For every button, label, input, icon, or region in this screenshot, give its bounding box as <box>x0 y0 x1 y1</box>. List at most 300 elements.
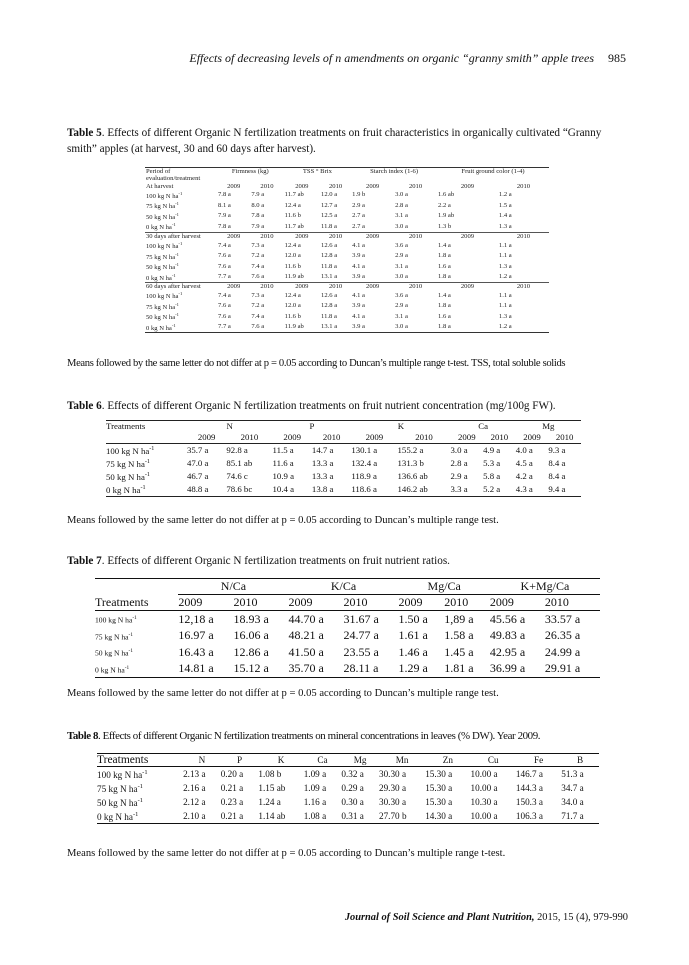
table-row <box>95 644 600 661</box>
table8-value-cell: 1.09 a <box>303 783 327 794</box>
table7-value-cell: 1.50 a <box>398 611 428 626</box>
table6-value-cell: 46.7 a <box>186 470 209 481</box>
table8-head-cell: Zn <box>425 754 470 767</box>
table8-head-cell: Fe <box>516 754 561 767</box>
table8-value-cell: 10.00 a <box>471 809 516 824</box>
table6-year-cell: 2009 <box>187 432 226 444</box>
table7-head-cell: N/Ca <box>178 579 288 595</box>
table-row <box>95 661 600 678</box>
table5-value-cell: 7.4 a <box>251 262 265 270</box>
table6-value-cell: 10.4 a <box>273 483 312 496</box>
table7-value-cell: 41.50 a <box>288 644 324 659</box>
table5-value-cell: 1.3 a <box>498 312 512 320</box>
table5-year-cell: 2010 <box>498 232 549 240</box>
table-row <box>145 311 549 321</box>
table5-value-cell: 7.6 a <box>218 302 231 310</box>
table5-value-cell: 3.0 a <box>395 191 408 199</box>
table8-value-cell: 0.32 a <box>341 769 364 780</box>
table5-treatment-cell: 0 kg N $ha^{-1}$ <box>146 272 176 282</box>
unit-exponent: -1 <box>178 190 183 196</box>
table-row <box>145 200 549 210</box>
table5-caption-text: . Effects of different Organic N fertilization treatments on fruit characteristics in organically cultivated “Granny smith” apples (at harvest, 30 and 60 days after harvest). <box>67 127 602 155</box>
page-number: 985 <box>608 51 626 65</box>
table7-treatment-cell: 75 kg N $ha^{-1}$ <box>95 631 133 642</box>
table7-treatments-label: Treatments <box>95 595 178 611</box>
table6-value-cell: 5.8 a <box>483 470 501 481</box>
table8-value-cell: 0.20 a <box>220 769 244 780</box>
table8-header-row <box>97 754 599 767</box>
table7-head-cell: K+Mg/Ca <box>490 579 600 595</box>
table7-treatment-cell: 100 kg N $ha^{-1}$ <box>95 615 137 625</box>
table5-block-header <box>145 183 549 190</box>
table-row <box>145 190 549 200</box>
table5-value-cell: 12.0 a <box>284 252 301 260</box>
table5-year-cell: 2009 <box>284 283 320 291</box>
table6-year-cell <box>106 432 187 444</box>
unit-exponent: -1 <box>175 251 179 257</box>
table5-value-cell: 7.3 a <box>251 291 265 299</box>
table8-note: Means followed by the same letter do not differ at p = 0.05 according to Duncan’s multiple range t-test. <box>67 848 506 859</box>
running-header <box>0 51 626 66</box>
table5-value-cell: 3.9 a <box>352 273 365 281</box>
unit-exponent: -1 <box>142 769 148 776</box>
unit-exponent: -1 <box>128 648 133 655</box>
unit-exponent: -1 <box>171 222 176 228</box>
table5-year-cell: 2009 <box>437 283 498 291</box>
table5-value-cell: 7.9 a <box>218 212 231 220</box>
table5-year-cell: 2009 <box>351 232 394 240</box>
table6-treatment-cell: 50 kg N $ha^{-1}$ <box>106 471 150 482</box>
table6-value-cell: 3.3 a <box>451 483 484 496</box>
table6-caption-text: . Effects of different Organic N fertilization treatments on fruit nutrient concentration (mg/100g FW). <box>101 400 556 412</box>
table8-head-cell: Ca <box>304 754 342 767</box>
table7-value-cell: 1,89 a <box>444 611 474 626</box>
table5-value-cell: 12.4 a <box>284 241 301 249</box>
table5-value-cell: 11.6 b <box>284 262 301 270</box>
table5-value-cell: 7.7 a <box>218 273 231 281</box>
table5-value-cell: 7.4 a <box>218 241 231 249</box>
table5-value-cell: 7.6 a <box>251 273 265 281</box>
table8-value-cell: 0.21 a <box>220 783 244 794</box>
table5-year-cell: 2009 <box>217 232 250 240</box>
table7-year-cell: 2010 <box>545 595 600 611</box>
table6-value-cell: 13.8 a <box>312 483 351 496</box>
table-row <box>145 251 549 261</box>
table6-value-cell: 118.6 a <box>351 483 397 496</box>
table5-year-cell: 2009 <box>284 232 320 240</box>
table5-value-cell: 3.1 a <box>395 312 408 320</box>
table6-value-cell: 2.9 a <box>450 470 468 481</box>
table5-value-cell: 7.9 a <box>251 191 265 199</box>
table5-head-cell: Fruit ground color (1-4) <box>437 168 549 183</box>
table8-value-cell: 1.09 a <box>303 769 327 780</box>
table5-head-cell: TSS ° Brix <box>284 168 351 183</box>
table5-value-cell: 7.6 a <box>250 322 283 333</box>
table7-treatment-cell: 50 kg N $ha^{-1}$ <box>95 648 133 658</box>
table5-value-cell: 1.1 a <box>498 252 512 260</box>
table8-value-cell: 106.3 a <box>516 809 561 824</box>
table5-value-cell: 1.4 a <box>438 291 451 299</box>
table6-value-cell: 146.2 ab <box>398 483 451 496</box>
table6-head-cell: P <box>273 421 352 433</box>
table-row <box>106 444 581 457</box>
table5-value-cell: 1.8 a <box>437 322 498 333</box>
table6-year-cell: 2009 <box>516 432 549 444</box>
table5-value-cell: 12.0 a <box>321 191 338 199</box>
table7-value-cell: 1.81 a <box>444 661 490 678</box>
table6-label: Table 6 <box>67 400 102 412</box>
table6-value-cell: 8.4 a <box>548 457 566 468</box>
unit-exponent: -1 <box>175 211 179 217</box>
table8-value-cell: 150.3 a <box>515 797 543 808</box>
table5-head-cell: Firmness (kg) <box>217 168 284 183</box>
table7-year-cell: 2010 <box>233 595 288 611</box>
table5-value-cell: 2.7 a <box>352 222 365 230</box>
table8-value-cell: 34.7 a <box>561 783 584 794</box>
table5-year-cell: 2010 <box>250 283 283 291</box>
table6-value-cell: 5.2 a <box>483 483 516 496</box>
table5-note: Means followed by the same letter do not differ at p = 0.05 according to Duncan’s multiple range t-test. TSS, total soluble solids <box>67 358 566 369</box>
table-row <box>145 272 549 283</box>
table8-value-cell: 15.30 a <box>425 769 453 780</box>
table8-value-cell: 1.14 ab <box>258 809 303 824</box>
unit-exponent: -1 <box>175 201 179 207</box>
table5-period-label: 30 days after harvest <box>145 232 217 240</box>
table5-value-cell: 12.7 a <box>321 201 338 209</box>
table7-year-cell: 2009 <box>399 595 445 611</box>
table5-treatment-cell: 100 kg N $ha^{-1}$ <box>146 291 183 301</box>
table5-treatment-cell: 75 kg N $ha^{-1}$ <box>146 251 179 261</box>
table7-value-cell: 33.57 a <box>544 611 581 626</box>
table5 <box>145 167 549 333</box>
table6-value-cell: 35.7 a <box>186 444 209 455</box>
table7-value-cell: 12,18 a <box>178 611 214 626</box>
table6-value-cell: 130.1 a <box>351 444 378 455</box>
table8-value-cell: 0.29 a <box>341 783 364 794</box>
table5-value-cell: 1.4 a <box>438 241 451 249</box>
table5-value-cell: 11.7 ab <box>284 222 304 230</box>
table8-value-cell: 1.16 a <box>303 797 327 808</box>
table7-year-cell: 2009 <box>490 595 545 611</box>
table8-head-cell: B <box>561 754 599 767</box>
table5-treatment-cell: 75 kg N $ha^{-1}$ <box>146 301 179 312</box>
table-row <box>95 628 600 645</box>
table8-value-cell: 0.30 a <box>341 797 364 808</box>
table5-value-cell: 7.6 a <box>218 312 231 320</box>
table7-value-cell: 15.12 a <box>233 661 288 678</box>
table5-year-cell: 2010 <box>250 232 283 240</box>
table6-value-cell: 13.3 a <box>311 470 334 481</box>
table6-value-cell: 4.9 a <box>483 444 501 455</box>
table5-value-cell: 1.2 a <box>498 273 512 281</box>
table7-caption <box>67 553 450 569</box>
table5-value-cell: 12.5 a <box>321 212 338 220</box>
table-row <box>145 261 549 271</box>
table5-value-cell: 12.0 a <box>284 302 301 310</box>
table5-value-cell: 12.4 a <box>284 201 301 209</box>
table5-value-cell: 11.8 a <box>321 262 337 270</box>
table5-value-cell: 1.6 ab <box>438 191 455 199</box>
table5-value-cell: 2.9 a <box>395 252 408 260</box>
unit-exponent: -1 <box>171 322 176 328</box>
table8-value-cell: 15.30 a <box>425 783 453 794</box>
table5-value-cell: 3.6 a <box>395 241 408 249</box>
table8-head-cell: Treatments <box>97 754 183 767</box>
table6-value-cell: 118.9 a <box>351 470 377 481</box>
table7-value-cell: 16.06 a <box>233 628 269 643</box>
table5-period-label: At harvest <box>146 182 174 190</box>
table8-head-cell: Mn <box>379 754 425 767</box>
table6-head-cell: K <box>351 421 450 433</box>
table5-value-cell: 7.7 a <box>217 322 250 333</box>
table5-value-cell: 2.2 a <box>438 201 451 209</box>
table5-treatment-cell: 0 kg N $ha^{-1}$ <box>146 222 176 232</box>
table5-year-cell: 2010 <box>394 232 437 240</box>
table5-year-cell: 2010 <box>516 182 531 190</box>
table-row <box>97 767 599 782</box>
table5-value-cell: 7.2 a <box>251 252 265 260</box>
table6-value-cell: 85.1 ab <box>226 457 253 468</box>
table7-value-cell: 24.99 a <box>544 644 581 659</box>
table5-value-cell: 1.8 a <box>438 252 451 260</box>
unit-exponent: -1 <box>144 471 150 478</box>
table5-block-header <box>145 283 549 291</box>
table5-value-cell: 7.9 a <box>251 222 265 230</box>
table5-value-cell: 12.4 a <box>284 291 301 299</box>
table5-value-cell: 1.9 ab <box>438 212 455 220</box>
table6-value-cell: 4.2 a <box>515 470 533 481</box>
table8-value-cell: 30.30 a <box>378 797 407 808</box>
table6-year-cell: 2009 <box>351 432 397 444</box>
table6-value-cell: 14.7 a <box>311 444 334 455</box>
table5-value-cell: 7.4 a <box>251 312 265 320</box>
table5-value-cell: 11.8 a <box>321 312 337 320</box>
table5-value-cell: 13.1 a <box>321 273 338 281</box>
table5-value-cell: 1.8 a <box>438 302 451 310</box>
table5-value-cell: 8.1 a <box>218 201 231 209</box>
table8-label: Table 8 <box>67 730 98 742</box>
table6-treatment-cell: 100 kg N $ha^{-1}$ <box>106 445 155 456</box>
table5-value-cell: 1.6 a <box>438 262 451 270</box>
table5-value-cell: 1.6 a <box>438 312 451 320</box>
table6-value-cell: 3.0 a <box>450 444 468 455</box>
table8-head-cell: P <box>221 754 259 767</box>
table7-value-cell: 42.95 a <box>489 644 526 659</box>
table5-treatment-cell: 50 kg N $ha^{-1}$ <box>146 211 179 222</box>
table5-value-cell: 2.7 a <box>352 212 365 220</box>
table5-value-cell: 2.9 a <box>395 302 408 310</box>
table7-value-cell: 1.45 a <box>444 644 474 659</box>
table5-caption <box>67 125 630 157</box>
table8-value-cell: 2.13 a <box>183 769 206 780</box>
table6-value-cell: 78.6 bc <box>226 483 272 496</box>
table8-value-cell: 15.30 a <box>425 797 453 808</box>
table5-value-cell: 3.0 a <box>394 322 437 333</box>
table7 <box>95 578 600 678</box>
table5-year-cell: 2010 <box>320 283 351 291</box>
table6-head-cell: Ca <box>451 421 516 433</box>
table8-value-cell: 30.30 a <box>378 769 407 780</box>
table6 <box>106 420 581 497</box>
unit-exponent: -1 <box>175 312 179 318</box>
table5-value-cell: 4.1 a <box>352 262 365 270</box>
table5-value-cell: 7.6 a <box>218 252 231 260</box>
table6-value-cell: 131.3 b <box>397 457 424 468</box>
table6-head-cell: N <box>187 421 273 433</box>
table5-value-cell: 1.1 a <box>498 302 512 310</box>
table-row <box>106 457 581 470</box>
table7-value-cell: 24.77 a <box>343 628 379 643</box>
table5-year-cell: 2010 <box>394 283 437 291</box>
unit-exponent: -1 <box>175 301 179 307</box>
journal-ref: 2015, 15 (4), 979-990 <box>534 912 628 923</box>
table6-value-cell: 9.4 a <box>548 483 581 496</box>
table6-value-cell: 47.0 a <box>186 457 209 468</box>
table5-block-header <box>145 232 549 240</box>
table5-value-cell: 7.8 a <box>218 191 231 199</box>
table-row <box>106 483 581 496</box>
table6-head-cell: Treatments <box>106 421 187 433</box>
table8-head-cell: Cu <box>471 754 516 767</box>
table7-label: Table 7 <box>67 555 102 567</box>
table5-value-cell: 2.9 a <box>352 201 365 209</box>
table5-year-cell: 2010 <box>408 182 423 190</box>
table7-value-cell: 26.35 a <box>544 628 581 643</box>
table5-value-cell: 13.1 a <box>320 322 351 333</box>
table8-value-cell: 27.70 b <box>379 809 425 824</box>
table5-year-cell: 2009 <box>437 232 498 240</box>
table8-head-cell: K <box>258 754 303 767</box>
table6-year-cell: 2009 <box>273 432 312 444</box>
running-title: Effects of decreasing levels of n amendments on organic “granny smith” apple trees <box>189 51 594 65</box>
table5-value-cell: 1.2 a <box>498 322 549 333</box>
table7-value-cell: 23.55 a <box>343 644 379 659</box>
table8-treatment-cell: 0 kg N $ha^{-1}$ <box>97 809 183 824</box>
table6-value-cell: 11.5 a <box>272 444 294 455</box>
table7-value-cell: 1.29 a <box>399 661 445 678</box>
table8-treatment-cell: 75 kg N $ha^{-1}$ <box>97 783 143 795</box>
table5-value-cell: 1.1 a <box>498 241 512 249</box>
table-row <box>95 611 600 628</box>
table7-year-cell: 2009 <box>288 595 343 611</box>
table5-value-cell: 4.1 a <box>352 241 365 249</box>
table5-value-cell: 3.0 a <box>395 273 408 281</box>
table8-value-cell: 1.08 b <box>258 769 282 780</box>
table7-head-cell: K/Ca <box>288 579 398 595</box>
table5-value-cell: 11.8 a <box>321 222 337 230</box>
table-row <box>97 795 599 809</box>
table7-value-cell: 45.56 a <box>489 611 526 626</box>
table5-value-cell: 4.1 a <box>352 291 365 299</box>
table7-value-cell: 49.83 a <box>489 628 526 643</box>
table8-value-cell: 14.30 a <box>425 809 470 824</box>
table5-value-cell: 8.0 a <box>251 201 265 209</box>
table5-year-cell: 2009 <box>351 283 394 291</box>
table8-value-cell: 34.0 a <box>561 797 584 808</box>
table5-value-cell: 1.2 a <box>498 191 512 199</box>
table7-value-cell: 18.93 a <box>233 611 269 626</box>
table8-treatment-cell: 100 kg N $ha^{-1}$ <box>97 769 148 781</box>
table5-value-cell: 3.9 a <box>352 252 365 260</box>
table5-value-cell: 7.6 a <box>218 262 231 270</box>
table5-year-cell: 2009 <box>295 182 309 190</box>
unit-exponent: -1 <box>124 664 130 671</box>
unit-exponent: -1 <box>132 811 139 819</box>
table5-value-cell: 12.8 a <box>321 252 338 260</box>
table5-value-cell: 12.6 a <box>321 241 338 249</box>
table-row <box>97 809 599 824</box>
table-row <box>145 301 549 311</box>
table7-value-cell: 14.81 a <box>178 661 233 678</box>
table6-year-cell: 2009 <box>451 432 484 444</box>
table5-value-cell: 11.9 ab <box>284 273 304 281</box>
unit-exponent: -1 <box>132 615 137 621</box>
table8-value-cell: 2.10 a <box>183 809 221 824</box>
table7-value-cell: 1.61 a <box>398 628 428 643</box>
table7-year-row <box>95 595 600 611</box>
unit-exponent: -1 <box>140 484 146 491</box>
table7-head-cell: Mg/Ca <box>399 579 490 595</box>
table6-year-cell: 2010 <box>483 432 516 444</box>
table-row <box>145 240 549 250</box>
table5-label: Table 5 <box>67 127 102 139</box>
table6-caption <box>67 398 637 414</box>
table8-caption <box>67 728 657 744</box>
table6-year-row <box>106 432 581 444</box>
journal-name: Journal of Soil Science and Plant Nutrition, <box>344 912 535 923</box>
table8-value-cell: 0.23 a <box>220 797 244 808</box>
unit-exponent: -1 <box>149 446 155 452</box>
table5-value-cell: 7.8 a <box>251 212 265 220</box>
table-row <box>145 290 549 300</box>
table8-value-cell: 10.00 a <box>470 783 498 794</box>
table5-value-cell: 3.1 a <box>395 212 408 220</box>
table7-value-cell: 16.97 a <box>178 628 214 643</box>
table6-value-cell: 13.3 a <box>311 457 334 468</box>
table5-value-cell: 3.9 a <box>352 302 365 310</box>
table8-value-cell: 10.30 a <box>470 797 498 808</box>
table8-head-cell: N <box>183 754 221 767</box>
table5-value-cell: 3.0 a <box>395 222 408 230</box>
table7-head-cell <box>95 579 178 595</box>
table8-value-cell: 10.00 a <box>470 769 498 780</box>
table5-value-cell: 1.8 a <box>438 273 451 281</box>
table7-note: Means followed by the same letter do not differ at p = 0.05 according to Duncan’s multiple range test. <box>67 688 499 699</box>
table5-treatment-cell: 0 kg N $ha^{-1}$ <box>145 322 217 333</box>
table6-value-cell: 132.4 a <box>351 457 378 468</box>
unit-exponent: -1 <box>178 241 183 247</box>
table6-value-cell: 136.6 ab <box>397 470 428 481</box>
table8-head-cell: Mg <box>341 754 379 767</box>
table5-value-cell: 7.3 a <box>251 241 265 249</box>
unit-exponent: -1 <box>175 262 179 268</box>
table7-value-cell: 44.70 a <box>288 611 324 626</box>
table5-value-cell: 11.9 ab <box>284 322 320 333</box>
table6-year-cell: 2010 <box>226 432 272 444</box>
unit-exponent: -1 <box>171 272 176 278</box>
table5-value-cell: 1.1 a <box>498 291 512 299</box>
unit-exponent: -1 <box>137 783 143 791</box>
table5-year-cell: 2009 <box>217 283 250 291</box>
table6-value-cell: 9.3 a <box>548 444 566 455</box>
table6-value-cell: 4.5 a <box>515 457 533 468</box>
table5-header-row <box>145 168 549 183</box>
table7-value-cell: 28.11 a <box>344 661 399 678</box>
table5-value-cell: 1.5 a <box>498 201 512 209</box>
table7-value-cell: 35.70 a <box>288 661 343 678</box>
table6-value-cell: 2.8 a <box>450 457 468 468</box>
table8-value-cell: 2.12 a <box>183 797 206 808</box>
